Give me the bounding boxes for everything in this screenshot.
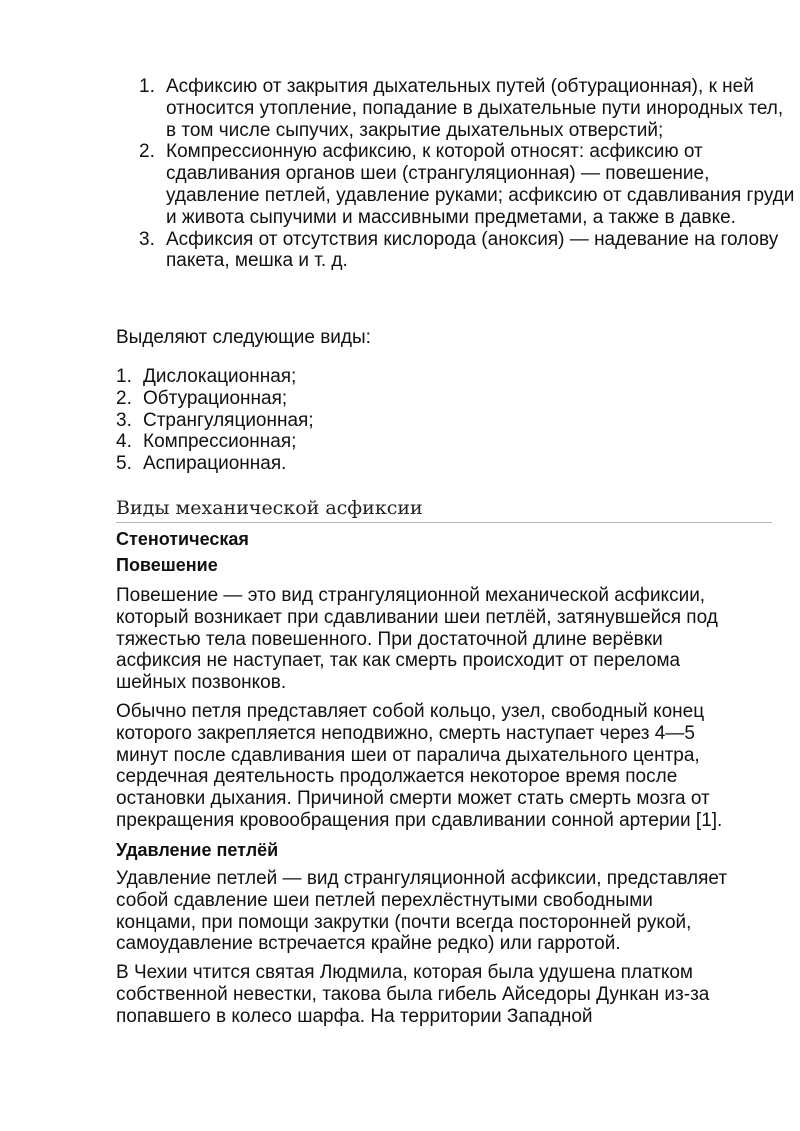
list-item: [116, 431, 543, 453]
list-item: [116, 366, 543, 388]
list-item-text: Асфиксия от отсутствия кислорода (аноксия) — надевание на голову пакета, мешка и т. д.: [166, 228, 779, 272]
list-item-number: 1.: [116, 366, 132, 387]
list-item: [116, 387, 543, 410]
strangulation-paragraph-2: В Чехии чтится святая Людмила, которая была удушена платком собственной невестки, такова была гибель Айседоры Дункан из-за попавшего в колесо шарфа. На территории Западной: [116, 962, 710, 1027]
list-item-number: 5.: [116, 453, 132, 475]
list-item: [139, 141, 796, 228]
list-item-text: Асфиксию от закрытия дыхательных путей (обтурационная), к ней относится утопление, попадание в дыхательные пути инородных тел, в том числе сыпучих, закрытие дыхательных отверстий;: [166, 76, 784, 141]
asphyxia-causes-list: [139, 76, 796, 272]
list-item-text: Компрессионную асфиксию, к которой относят: асфиксию от сдавливания органов шеи (странгуляционная) — повешение, удавление петлей, удавление руками; асфиксию от сдавливания груди и живота сыпучими и массивными предметами, а также в давке.: [166, 141, 795, 228]
list-item: [116, 409, 543, 432]
list-item: [116, 453, 543, 475]
strangulation-paragraph-1: Удавление петлей — вид странгуляционной асфиксии, представляет собой сдавление шеи петлей перехлёстнутыми свободными концами, при помощи закрутки (почти всегда посторонней рукой, самоудавление встречается крайне редко) или гарротой.: [116, 868, 728, 955]
list-item-number: 3.: [139, 228, 155, 250]
list-item-text: Обтурационная;: [143, 387, 288, 409]
list-item-number: 2.: [139, 141, 155, 163]
subheading-hanging: Повешение: [116, 555, 218, 575]
list-item-number: 4.: [116, 431, 132, 453]
subheading-strangulation: Удавление петлёй: [116, 840, 279, 860]
hanging-paragraph-2: Обычно петля представляет собой кольцо, узел, свободный конец которого закрепляется неподвижно, смерть наступает через 4—5 минут после сдавливания шеи от паралича дыхательного центра, сердечная деятельность продолжается некоторое время после остановки дыхания. Причиной смерти может стать смерть мозга от прекращения кровообращения при сдавливании сонной артерии [1].: [116, 701, 723, 831]
asphyxia-types-list: [116, 366, 543, 475]
subheading-stenotic: Стенотическая: [116, 529, 249, 549]
list-item: [139, 228, 796, 273]
list-item-number: 1.: [139, 76, 155, 97]
list-item-text: Странгуляционная;: [143, 409, 314, 431]
section-heading: Виды механической асфиксии: [116, 496, 772, 523]
list-item: [139, 76, 796, 141]
list-item-text: Дислокационная;: [143, 366, 297, 387]
list-item-number: 2.: [116, 387, 132, 409]
types-intro-paragraph: Выделяют следующие виды:: [116, 327, 371, 348]
list-item-number: 3.: [116, 409, 132, 431]
list-item-text: Аспирационная.: [143, 453, 287, 475]
hanging-paragraph-1: Повешение — это вид странгуляционной механической асфиксии, который возникает при сдавливании шеи петлёй, затянувшейся под тяжестью тела повешенного. При достаточной длине верёвки асфиксия не наступает, так как смерть происходит от перелома шейных позвонков.: [116, 585, 718, 694]
list-item-text: Компрессионная;: [143, 431, 297, 453]
